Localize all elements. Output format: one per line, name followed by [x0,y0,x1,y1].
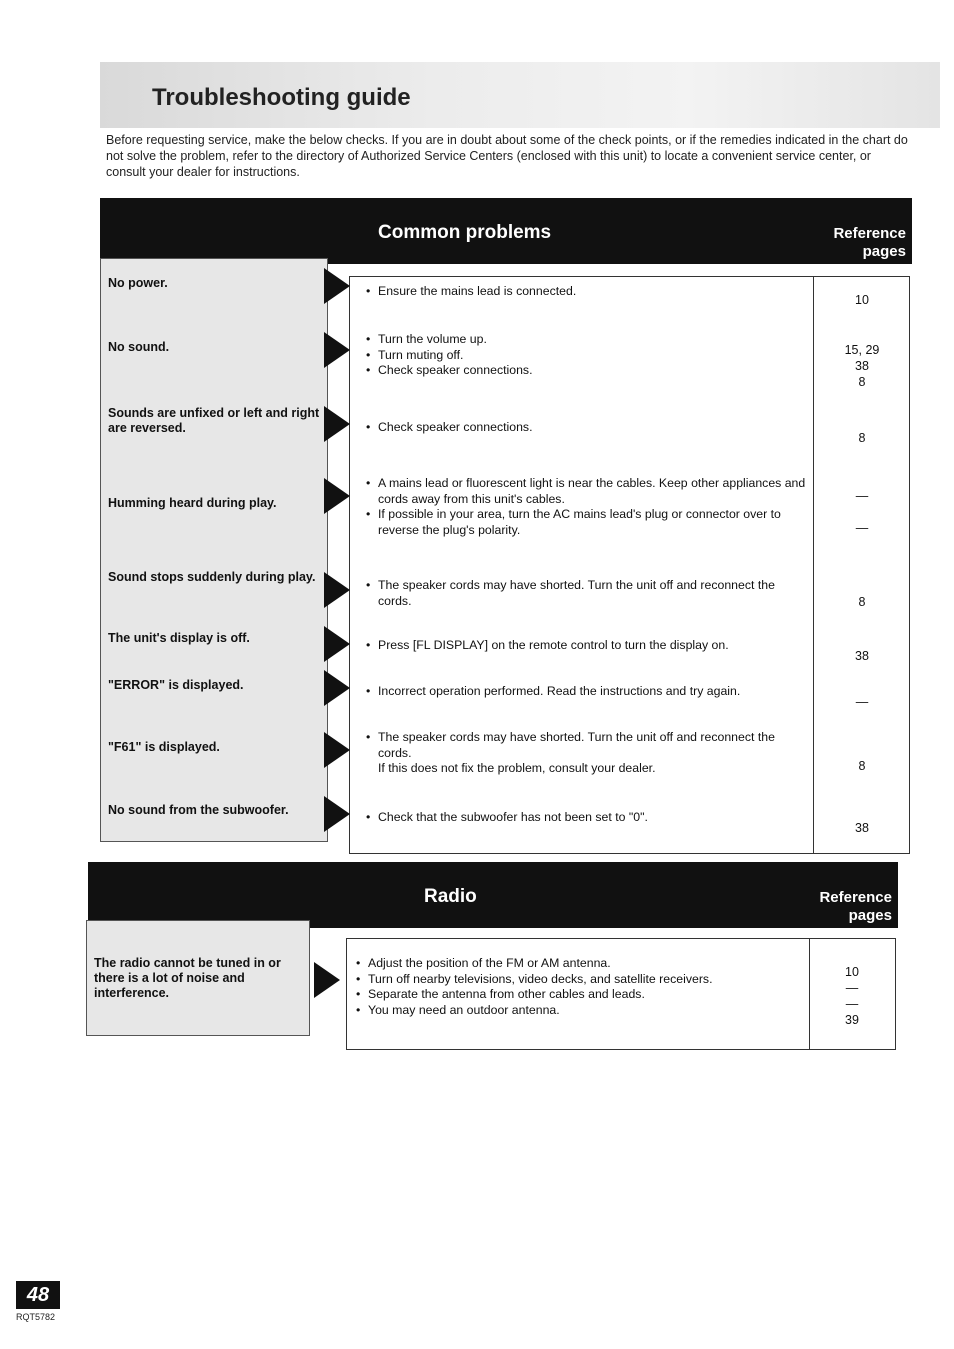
page-number: 48 [16,1281,60,1309]
common-problem-1: No power. [108,276,168,290]
common-problem-6: The unit's display is off. [108,631,250,645]
remedy-item: • Turn muting off. [366,348,810,364]
document-code: RQT5782 [16,1312,56,1322]
radio-reference-pages-label [819,889,892,925]
common-reference-pages-5: 8 [858,595,866,609]
arrow-right-icon [324,332,350,368]
common-reference-column [813,277,814,853]
common-problems-header [100,198,912,264]
remedy-item: • Ensure the mains lead is connected. [366,284,810,300]
radio-remedy-1 [356,956,796,1018]
common-reference-pages-8: 8 [858,759,866,773]
ref-label-line1: Reference [819,889,892,906]
common-reference-pages-4: — — [855,489,869,535]
arrow-right-icon [324,406,350,442]
common-reference-pages-1: 10 [855,293,869,307]
remedy-item: • Separate the antenna from other cables and leads. [356,987,796,1003]
arrow-right-icon [324,732,350,768]
ref-label-line2: pages [862,243,906,260]
remedy-item: • Turn the volume up. [366,332,810,348]
arrow-right-icon [324,572,350,608]
common-remedy-7 [366,684,810,700]
radio-reference-pages-1: 10 — — 39 [845,965,859,1027]
remedy-item: • Check that the subwoofer has not been set to "0". [366,810,810,826]
remedy-item: • Adjust the position of the FM or AM antenna. [356,956,796,972]
common-remedy-9 [366,810,810,826]
page-title: Troubleshooting guide [152,84,411,111]
remedy-item: • Check speaker connections. [366,363,810,379]
common-problem-9: No sound from the subwoofer. [108,803,289,817]
radio-header [88,862,898,928]
remedy-item: • Turn off nearby televisions, video decks, and satellite receivers. [356,972,796,988]
remedy-item: • Press [FL DISPLAY] on the remote control to turn the display on. [366,638,810,654]
common-problem-2: No sound. [108,340,170,354]
remedy-item: • Incorrect operation performed. Read the instructions and try again. [366,684,810,700]
arrow-right-icon [324,268,350,304]
common-remedy-3 [366,420,810,436]
common-problem-4: Humming heard during play. [108,496,277,510]
common-problem-7: "ERROR" is displayed. [108,678,244,692]
common-reference-pages-6: 38 [855,649,869,663]
common-reference-pages-7: — [855,695,869,709]
arrow-right-icon [314,962,340,998]
common-problem-5: Sound stops suddenly during play. [108,570,316,584]
arrow-right-icon [324,478,350,514]
common-problem-8: "F61" is displayed. [108,740,220,754]
common-reference-pages-9: 38 [855,821,869,835]
arrow-right-icon [324,796,350,832]
ref-label-line1: Reference [833,225,906,242]
common-remedy-2 [366,332,810,379]
intro-text: Before requesting service, make the below checks. If you are in doubt about some of the check points, or if the remedies indicated in the chart do not solve the problem, refer to the directory of Authorized Service Centers (enclosed with this unit) to locate a convenient service center, or consult your dealer for instructions. [106,133,908,179]
radio-title: Radio [424,886,477,907]
arrow-right-icon [324,626,350,662]
common-reference-pages-2: 15, 29 38 8 [844,343,880,389]
common-reference-pages-3: 8 [858,431,866,445]
common-remedy-1 [366,284,810,300]
common-problems-title: Common problems [378,222,552,243]
common-remedy-6 [366,638,810,654]
remedy-item: • A mains lead or fluorescent light is near the cables. Keep other appliances and cords away from this unit's cables. [366,476,810,507]
remedy-item: • The speaker cords may have shorted. Turn the unit off and reconnect the cords. [366,578,810,609]
remedy-item: • You may need an outdoor antenna. [356,1003,796,1019]
arrow-right-icon [324,670,350,706]
remedy-item: • If possible in your area, turn the AC mains lead's plug or connector over to reverse the plug's polarity. [366,507,810,538]
common-reference-pages-label [833,225,906,261]
common-problem-3: Sounds are unfixed or left and right are reversed. [108,406,320,435]
common-remedy-8 [366,730,810,777]
common-remedy-5 [366,578,810,609]
remedy-item: • The speaker cords may have shorted. Turn the unit off and reconnect the cords. If this does not fix the problem, consult your dealer. [366,730,810,777]
radio-problem-1: The radio cannot be tuned in or there is a lot of noise and interference. [94,956,281,1000]
common-remedy-4 [366,476,810,538]
remedy-item: • Check speaker connections. [366,420,810,436]
ref-label-line2: pages [848,907,892,924]
